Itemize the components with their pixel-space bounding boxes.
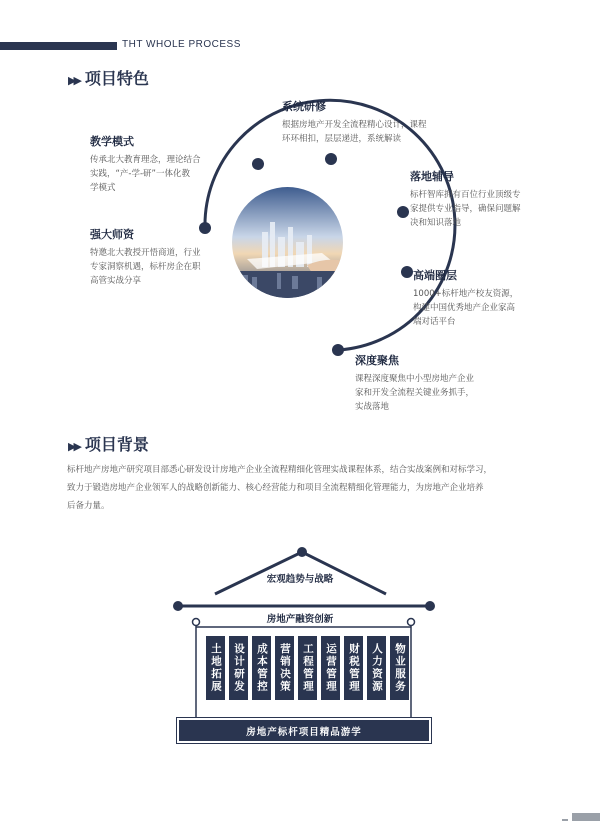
features-title-text: 项目特色 xyxy=(84,69,149,88)
fast-forward-icon: ▶▶ xyxy=(68,74,79,87)
feature-desc-line: 特邀北大教授开悟商道，行业 xyxy=(90,248,201,258)
paragraph-line: 后备力量。 xyxy=(67,501,110,511)
pillar-finance: 财税管理 xyxy=(344,636,363,700)
feature-title: 高端圈层 xyxy=(413,269,457,282)
feature-desc-line: 端对话平台 xyxy=(413,317,456,327)
pillar-design: 设计研发 xyxy=(229,636,248,700)
feature-desc-line: 实践，“产-学-研”一体化教 xyxy=(90,169,190,179)
pillar-engineering: 工程管理 xyxy=(298,636,317,700)
pillar-property: 物业服务 xyxy=(390,636,409,700)
feature-desc-line: 学模式 xyxy=(90,183,116,193)
paragraph-line: 标杆地产房地产研究项目部悉心研发设计房地产企业全流程精细化管理实战课程体系，结合实战案例和对标学习， xyxy=(67,465,493,475)
feature-desc-line: 家和开发全流程关键业务抓手， xyxy=(355,388,475,398)
pillar-hr: 人力资源 xyxy=(367,636,386,700)
feature-desc-line: 实战落地 xyxy=(355,402,390,412)
feature-desc-line: 环环相扣，层层递进，系统解读 xyxy=(282,134,402,144)
feature-title: 深度聚焦 xyxy=(355,354,399,367)
pillar-row xyxy=(206,636,409,700)
fast-forward-icon: ▶▶ xyxy=(68,440,79,453)
corner-bar xyxy=(572,813,600,821)
base-label: 房地产标杆项目精品游学 xyxy=(179,720,429,741)
feature-title: 强大师资 xyxy=(90,228,134,241)
feature-desc-line: 构建中国优秀地产企业家高 xyxy=(413,303,516,313)
background-title-text: 项目背景 xyxy=(84,435,149,454)
feature-desc-line: 决和知识落地 xyxy=(410,218,462,228)
feature-desc-line: 传承北大教育理念，理论结合 xyxy=(90,155,201,165)
feature-desc-line: 标杆智库拥有百位行业顶级专 xyxy=(410,190,521,200)
pillar-land: 土地拓展 xyxy=(206,636,225,700)
feature-desc-line: 课程深度聚焦中小型房地产企业 xyxy=(355,374,475,384)
feature-title: 落地辅导 xyxy=(410,170,454,183)
feature-desc-line: 专家洞察机遇，标杆房企在职 xyxy=(90,262,201,272)
feature-desc-line: 根据房地产开发全流程精心设计，课程 xyxy=(282,120,427,130)
feature-desc-line: 家提供专业指导，确保问题解 xyxy=(410,204,521,214)
header-label: THT WHOLE PROCESS xyxy=(122,39,241,50)
paragraph-line: 致力于锻造房地产企业领军人的战略创新能力、核心经营能力和项目全流程精细化管理能力，为房地产企业培养 xyxy=(67,483,484,493)
feature-desc-line: 高管实战分享 xyxy=(90,276,142,286)
pillar-marketing: 营销决策 xyxy=(275,636,294,700)
band-label: 房地产融资创新 xyxy=(266,614,334,625)
feature-desc-line: 1000+标杆地产校友资源， xyxy=(413,289,519,299)
roof-label: 宏观趋势与战略 xyxy=(266,574,334,585)
pillar-operations: 运营管理 xyxy=(321,636,340,700)
feature-title: 系统研修 xyxy=(282,100,326,113)
pillar-cost: 成本管控 xyxy=(252,636,271,700)
feature-title: 教学模式 xyxy=(90,135,134,148)
